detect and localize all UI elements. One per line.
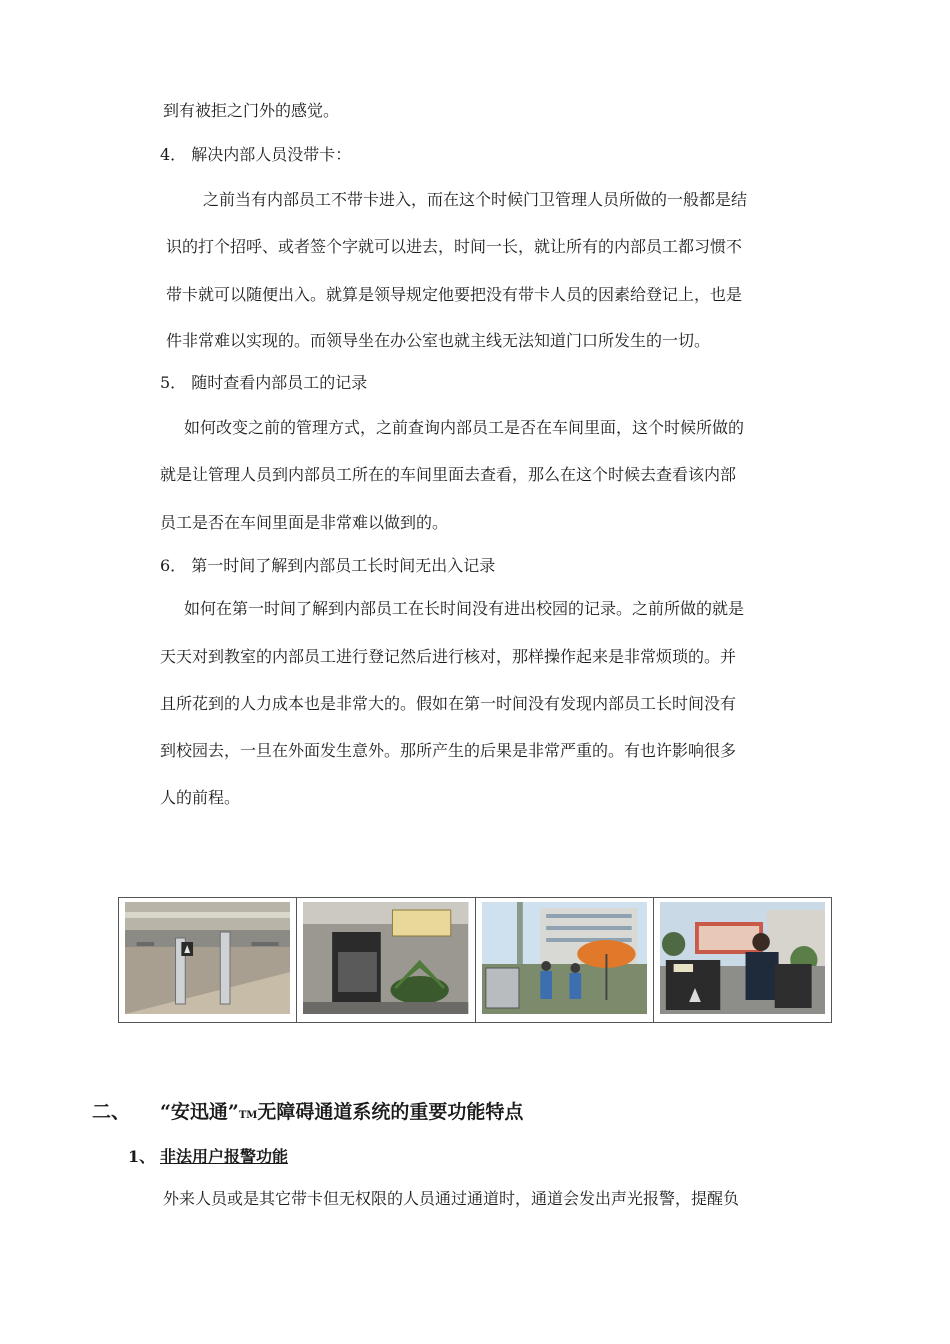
paragraph-line: 到校园去，一旦在外面发生意外。那所产生的后果是非常严重的。有也许影响很多 — [160, 741, 737, 760]
section-2-number: 二、 — [92, 1101, 131, 1123]
paragraph-line: 件非常难以实现的。而领导坐在办公室也就主线无法知道门口所发生的一切。 — [166, 331, 711, 350]
paragraph-line: 到有被拒之门外的感觉。 — [163, 101, 340, 120]
paragraph-line: 就是让管理人员到内部员工所在的车间里面去查看，那么在这个时候去查看该内部 — [160, 465, 737, 484]
paragraph-line: 识的打个招呼、或者签个字就可以进去，时间一长，就让所有的内部员工都习惯不 — [166, 237, 743, 256]
paragraph-line: 员工是否在车间里面是非常难以做到的。 — [160, 513, 449, 532]
paragraph-line: 外来人员或是其它带卡但无权限的人员通过通道时，通道会发出声光报警，提醒负 — [163, 1189, 740, 1208]
factory-gate-photo — [482, 902, 647, 1014]
subsection-1-number: 1、 — [128, 1147, 156, 1166]
photo-cell — [654, 898, 831, 1022]
paragraph-line: 如何改变之前的管理方式，之前查询内部员工是否在车间里面，这个时候所做的 — [184, 418, 745, 437]
section-2-heading — [160, 1097, 523, 1124]
photo-cell — [297, 898, 475, 1022]
paragraph-line: 且所花到的人力成本也是非常大的。假如在第一时间没有发现内部员工长时间没有 — [160, 694, 737, 713]
paragraph-line: 带卡就可以随便出入。就算是领导规定他要把没有带卡人员的因素给登记上，也是 — [166, 285, 743, 304]
trademark-mark: TM — [238, 1110, 258, 1121]
outdoor-turnstile-photo — [660, 902, 825, 1014]
item-5-title: 5． 随时查看内部员工的记录 — [160, 373, 368, 392]
item-6-title: 6． 第一时间了解到内部员工长时间无出入记录 — [160, 556, 496, 575]
subsection-1-title: 非法用户报警功能 — [160, 1147, 289, 1166]
paragraph-line: 人的前程。 — [160, 788, 241, 807]
photo-strip — [118, 897, 832, 1023]
entrance-gate-photo — [303, 902, 468, 1014]
item-4-title: 4． 解决内部人员没带卡： — [160, 145, 352, 164]
photo-cell — [476, 898, 654, 1022]
section-2-title: 无障碍通道系统的重要功能特点 — [257, 1101, 524, 1123]
paragraph-line: 之前当有内部员工不带卡进入，而在这个时候门卫管理人员所做的一般都是结 — [203, 190, 748, 209]
paragraph-line: 天天对到教室的内部员工进行登记然后进行核对，那样操作起来是非常烦琐的。并 — [160, 647, 737, 666]
photo-cell — [119, 898, 297, 1022]
section-2-quote: “安迅通” — [160, 1101, 239, 1123]
paragraph-line: 如何在第一时间了解到内部员工在长时间没有进出校园的记录。之前所做的就是 — [184, 599, 745, 618]
lobby-turnstile-photo — [125, 902, 290, 1014]
